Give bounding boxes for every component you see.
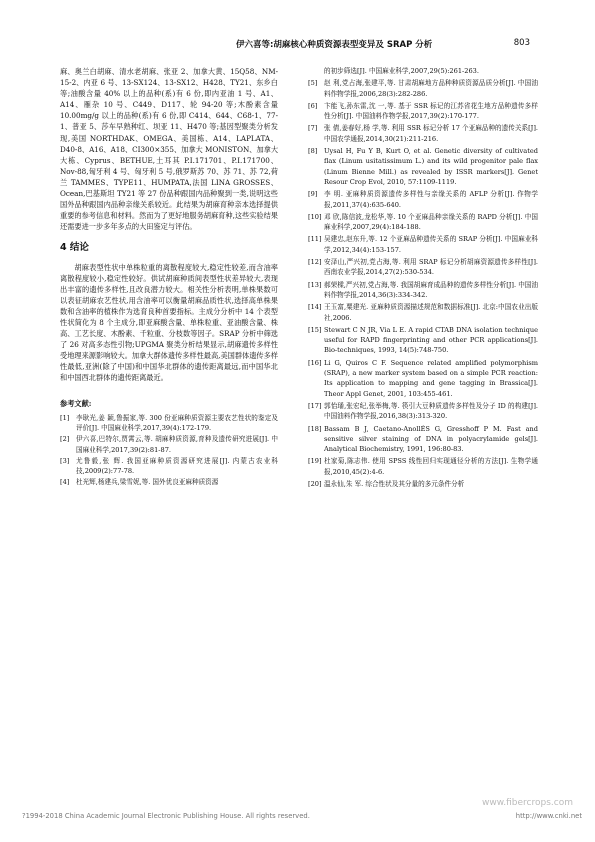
reference-item: [20] 温永仙,朱 军. 综合性状及其分量的多元条件分析 <box>308 479 465 488</box>
reference-item: [11] 吴建忠,赵东升,等. 12 个亚麻品种遗传关系的 SRAP 分析[J]. 中国麻业科学,2012,34(4):153-157. <box>308 235 538 254</box>
intro-paragraph: 麻、奥兰白胡麻、清水老胡麻、张亚 2、加拿大黄、15Q58、NM-15-2、内亚 6 号、13-SX124、13-SX12、H428、TY21、东乡白等;油酸含量 40% 以上的品种(系)有 6 份,即内亚油 1 号、A1、A14、雁杂 10 号、C449、D117、轮 94-20 等;木酚素含量 10.00mg/g 以上的品种(系)有 6 份,即 C414、644、C68-1、77-1、普亚 5、莎车早熟种红、坝亚 11、H470 等;基因型聚类分析发现,美国 NORTHDAK、OMEGA、美国栋、A14、LAPLATA、D40-8、A16、A18、CI300×355、加拿大 MONISTON、加拿大大栋、Cyprus、BETHUE,土耳其 P.I.171701、P.I.171700、Nov-88,匈牙利 4 号、匈牙利 5 号,俄罗斯苏 70、苏 71、苏 72,荷兰 TAMMES、TYPE11、HUMPATA,法国 LINA GROSSES、Ocean,巴基斯坦 TY21 等 27 份品种跟国内品种聚到一类,说明这些国外品种跟国内品种亲缘关系较近。此结果为胡麻育种亲本选择提供重要的参考信息和材料。然而为了更好地服务胡麻育种,这些实验结果还需要进一步多年多点的大田鉴定与评估。 <box>60 67 279 232</box>
reference-item: [6] 卞能飞,孙东雷,沈 一,等. 基于 SSR 标记的江苏省花生地方品种遗传多样性分析[J]. 中国油料作物学报,2017,39(2):170-177. <box>308 101 538 121</box>
reference-item: [7] 张 倩,姜春好,杨 学,等. 利用 SSR 标记分析 17 个亚麻品种的遗传关系[J]. 中国农学通报,2014,30(21):211-216. <box>308 124 538 143</box>
page-number: 803 <box>513 38 530 48</box>
conclusion-paragraph: 胡麻表型性状中单株粒重的离散程度较大,稳定性较差,而含油率离散程度较小,稳定性较好。供试胡麻种质间表型性状差异较大,表现出丰富的遗传多样性,且改良潜力较大。相关性分析表明,单株果数可以表征胡麻农艺性状,用含油率可以衡量胡麻品质性状,选择高单株果数和含油率的植株作为选育良种首要指标。主成分分析中 14 个表型性状简化为 8 个主成分,即亚麻酸含量、单株粒重、亚油酸含量、株高、工艺长度、木酚素、千粒重、分枝数等因子。SRAP 分析中筛选了 26 对高多态性引物;UPGMA 聚类分析结果显示,胡麻遗传多样性受地理来源影响较大。加拿大群体遗传多样性最高,美国群体遗传多样性最低,亚洲(除了中国)和中国华北群体的遗传距离最远,而中国华北和中国西北群体的遗传距离最近。 <box>60 262 278 383</box>
reference-item: [5] 赵 利,党占海,张建平,等. 甘肃胡麻地方品种种质资源品质分析[J]. 中国油料作物学报,2006,28(3):282-286. <box>308 79 538 98</box>
reference-item: [14] 王玉富,粟建光. 亚麻种质资源描述规范和数据标准[J]. 北京:中国农业出版社,2006. <box>308 303 538 322</box>
reference-item: [9] 李 明. 亚麻种质资源遗传多样性与亲缘关系的 AFLP 分析[J]. 作物学报,2011,37(4):635-640. <box>308 190 538 209</box>
reference-item: [4] 杜光辉,杨建兵,梁雪妮,等. 国外优良亚麻种质资源 <box>60 478 219 487</box>
reference-item: [3] 尤鲁毅,张 辉. 我国亚麻种质资源研究进展[J]. 内蒙古农业科技,2009(2):77-78. <box>60 456 278 476</box>
reference-item: [15] Stewart C N JR, Via L E. A rapid CTAB DNA isolation technique useful for RAPD fingerprinting and other PCR applications[J]. Bio-techniques, 1993, 14(5):748-750. <box>308 325 538 355</box>
section-title: 4 结论 <box>60 242 89 254</box>
reference-item: [19] 杜家菊,陈志伟. 使用 SPSS 线性回归实现通径分析的方法[J]. 生物学通报,2010,45(2):4-6. <box>308 457 538 476</box>
reference-item: 的初步筛选[J]. 中国麻业科学,2007,29(5):261-263. <box>324 67 479 75</box>
header-title: 伊六喜等:胡麻核心种质资源表型变异及 SRAP 分析 <box>236 40 433 50</box>
reference-item: [18] Bassam B J, Caetano-AnollÉS G, Gresshoff P M. Fast and sensitive silver staining of DNA in polyacrylamide gels[J]. Analytical Biochemistry, 1991, 196:80-83. <box>308 424 538 454</box>
right-column <box>308 66 538 491</box>
reference-item: [2] 伊六喜,巴特尔,贾霄云,等. 胡麻种质资源,育种及遗传研究进展[J]. 中国麻业科学,2017,39(2):81-87. <box>60 435 278 454</box>
reference-item: [16] Li G, Quiros C F. Sequence related amplified polymorphism (SRAP), a new marker system based on a simple PCR reaction: Its application to mapping and gene tagging in Brassica[J]. Theor Appl Genet, 2001, 103:455-461. <box>308 358 538 398</box>
reference-item: [13] 郝荣樑,严兴初,党占海,等. 我国胡麻育成品种的遗传多样性分析[J]. 中国油料作物学报,2014,36(3):334-342. <box>308 280 538 299</box>
reference-item: [8] Uysal H, Fu Y B, Kurt O, et al. Genetic diversity of cultivated flax (Linum usitatissimum L.) and its wild progenitor pale flax (Linum Bienne Mill.) as revealed by ISSR markers[J]. Genet Resour Crop Evol, 2010, 57:1109-1119. <box>308 147 538 186</box>
footer-url: http://www.cnki.net <box>515 812 582 820</box>
copyright-text: ?1994-2018 China Academic Journal Electronic Publishing House. All rights reserved. <box>22 812 310 820</box>
left-column <box>60 66 278 489</box>
watermark: www.fibercrops.com <box>482 798 573 808</box>
page-footer <box>22 812 582 820</box>
running-header <box>60 38 530 54</box>
reference-item: [17] 郭怡璠,张宏纪,张举梅,等. 筷引大豆种质遗传多样性及分子 ID 的构建[J]. 中国油料作物学报,2016,38(3):313-320. <box>308 401 538 421</box>
reference-item: [12] 安泽山,严兴初,党占海,等. 利用 SRAP 标记分析胡麻资源遗传多样性[J]. 西南农业学报,2014,27(2):530-534. <box>308 258 538 277</box>
reference-list-left <box>60 413 278 488</box>
references-title: 参考文献: <box>60 398 92 408</box>
reference-item: [10] 邓 欣,陈信波,龙松华,等. 10 个亚麻品种亲缘关系的 RAPD 分析[J]. 中国麻业科学,2007,29(4):184-188. <box>308 212 538 232</box>
reference-item: [1] 李耿光,姜 颖,鲁振家,等. 300 份亚麻种质资源主要农艺性状的鉴定及评价[J]. 中国麻业科学,2017,39(4):172-179. <box>60 413 278 432</box>
